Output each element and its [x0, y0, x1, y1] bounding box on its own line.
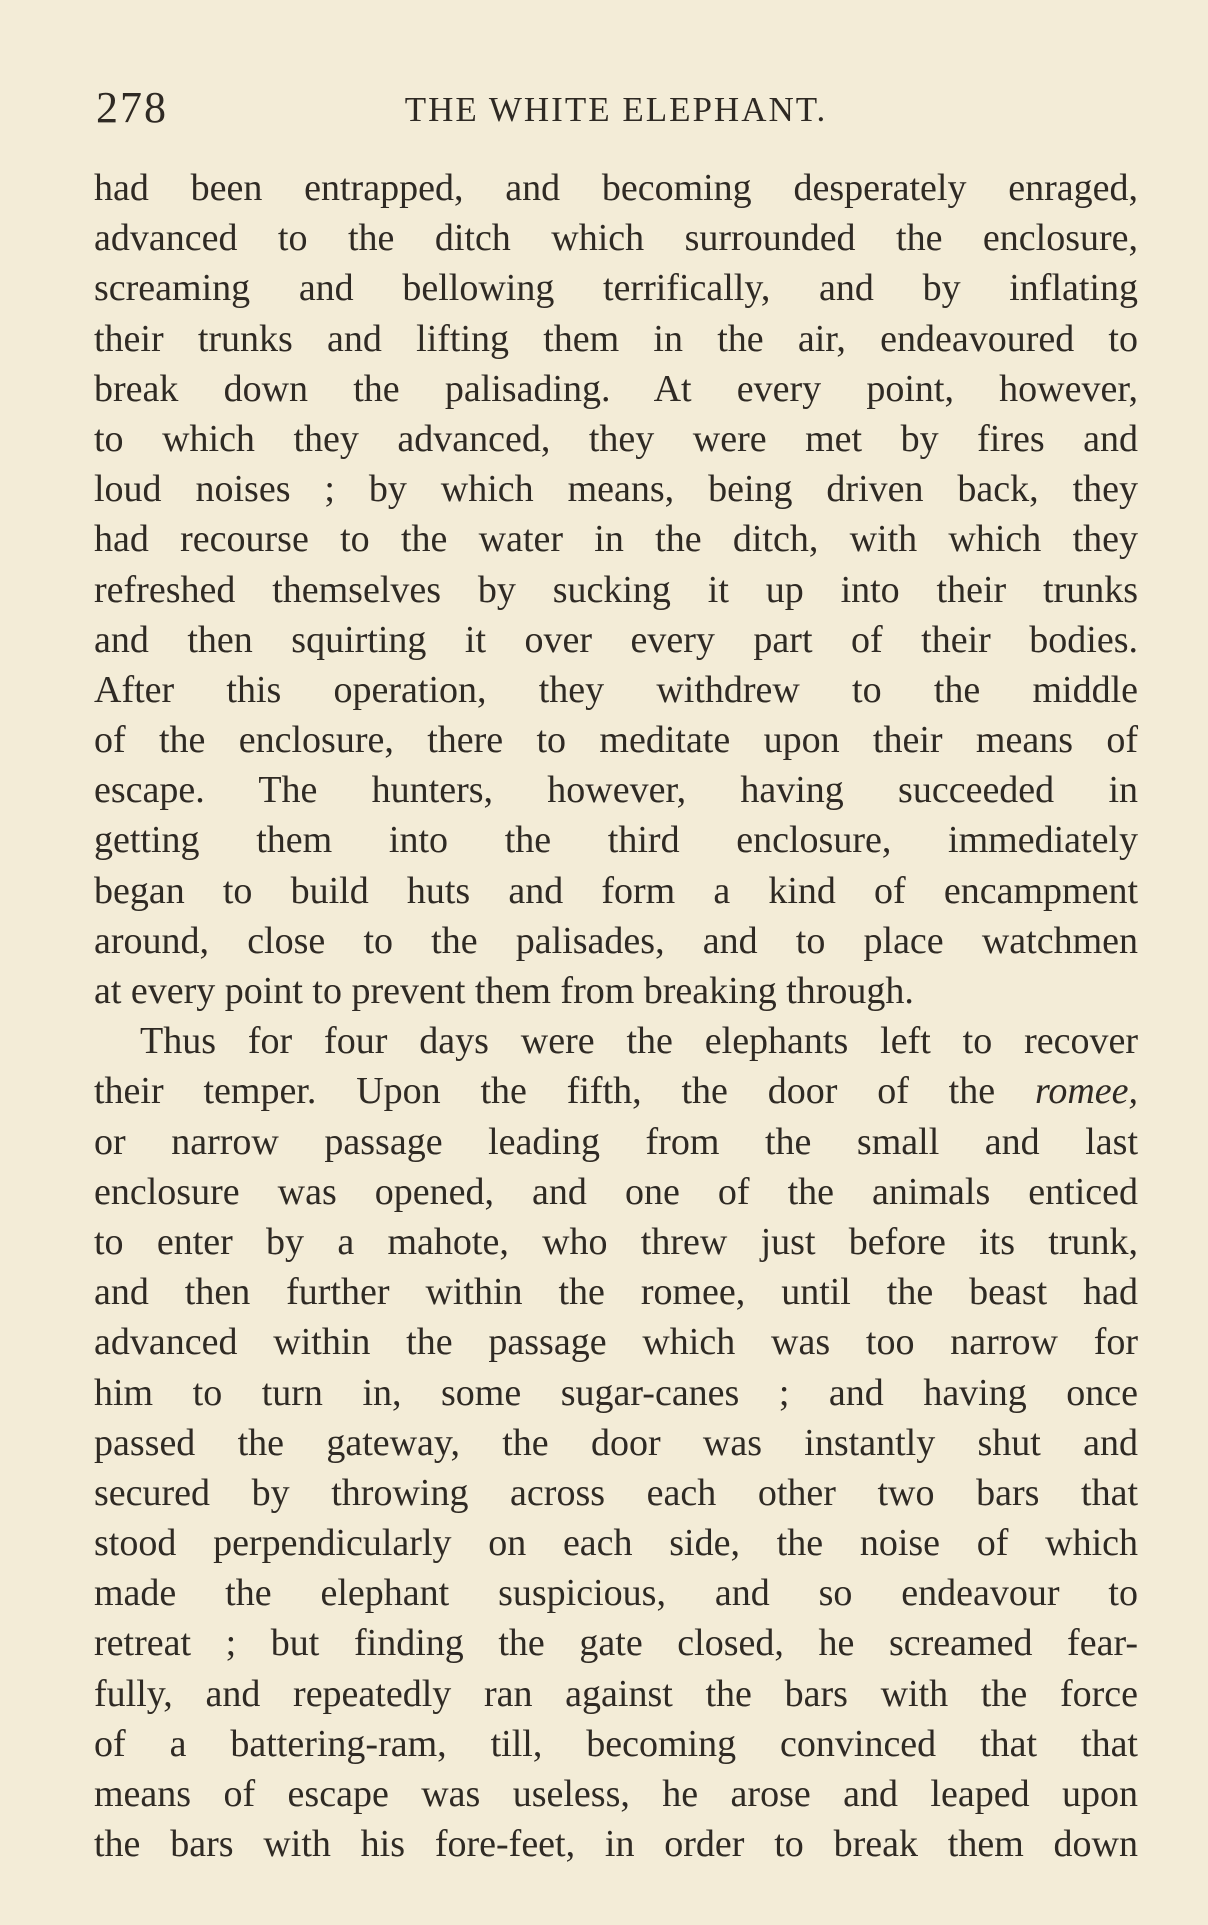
- text-line-with-italic: [94, 1066, 1138, 1116]
- text-line: passed the gateway, the door was instantly shut and: [94, 1421, 1138, 1464]
- text-line: means of escape was useless, he arose and leaped upon: [94, 1773, 1138, 1815]
- italic-term: romee,: [1034, 1070, 1138, 1113]
- text-line: fully, and repeatedly ran against the bars with the force: [94, 1672, 1138, 1715]
- text-line: had recourse to the water in the ditch, with which they: [94, 518, 1138, 561]
- text-line: the bars with his fore-feet, in order to break them down: [94, 1823, 1138, 1866]
- text-line: break down the palisading. At every point, however,: [94, 367, 1138, 410]
- page-number: 278: [96, 83, 168, 132]
- text-line: to which they advanced, they were met by fires and: [94, 417, 1138, 460]
- text-line: enclosure was opened, and one of the animals enticed: [94, 1170, 1138, 1213]
- text-line: their trunks and lifting them in the air, endeavoured to: [94, 317, 1138, 360]
- text-line: getting them into the third enclosure, immediately: [94, 819, 1138, 862]
- text-line: of the enclosure, there to meditate upon their means of: [94, 719, 1138, 762]
- text-line: retreat ; but finding the gate closed, he screamed fear-: [94, 1622, 1138, 1665]
- text-line: began to build huts and form a kind of encampment: [94, 869, 1138, 912]
- text-line: and then squirting it over every part of their bodies.: [94, 618, 1138, 661]
- text-line: or narrow passage leading from the small and last: [94, 1120, 1138, 1163]
- text-line: made the elephant suspicious, and so endeavour to: [94, 1572, 1138, 1615]
- text-line: and then further within the romee, until the beast had: [94, 1271, 1138, 1314]
- text-line: to enter by a mahote, who threw just before its trunk,: [94, 1220, 1138, 1263]
- text-line: him to turn in, some sugar-canes ; and having once: [94, 1371, 1138, 1414]
- running-title: THE WHITE ELEPHANT.: [404, 90, 828, 129]
- text-line: screaming and bellowing terrifically, and by inflating: [94, 267, 1138, 310]
- text-line: secured by throwing across each other two bars that: [94, 1471, 1138, 1514]
- text-line: advanced within the passage which was too narrow for: [94, 1321, 1138, 1364]
- text-line: of a battering-ram, till, becoming convinced that that: [94, 1722, 1138, 1765]
- body-text: [94, 163, 1138, 1869]
- text-line-paragraph-start: Thus for four days were the elephants left to recover: [140, 1020, 1138, 1063]
- text-line: After this operation, they withdrew to the middle: [94, 668, 1138, 711]
- text-line: around, close to the palisades, and to place watchmen: [94, 919, 1138, 962]
- text-line: refreshed themselves by sucking it up into their trunks: [94, 568, 1138, 611]
- text-line: at every point to prevent them from breaking through.: [94, 970, 914, 1012]
- page-header: [96, 78, 1136, 138]
- text-line: stood perpendicularly on each side, the noise of which: [94, 1522, 1138, 1565]
- text-line: escape. The hunters, however, having succeeded in: [94, 769, 1138, 812]
- text-line: advanced to the ditch which surrounded the enclosure,: [94, 217, 1138, 260]
- text-line: loud noises ; by which means, being driven back, they: [94, 468, 1138, 511]
- text-line: had been entrapped, and becoming desperately enraged,: [94, 167, 1138, 209]
- text-segment: their temper. Upon the fifth, the door of the: [94, 1070, 996, 1113]
